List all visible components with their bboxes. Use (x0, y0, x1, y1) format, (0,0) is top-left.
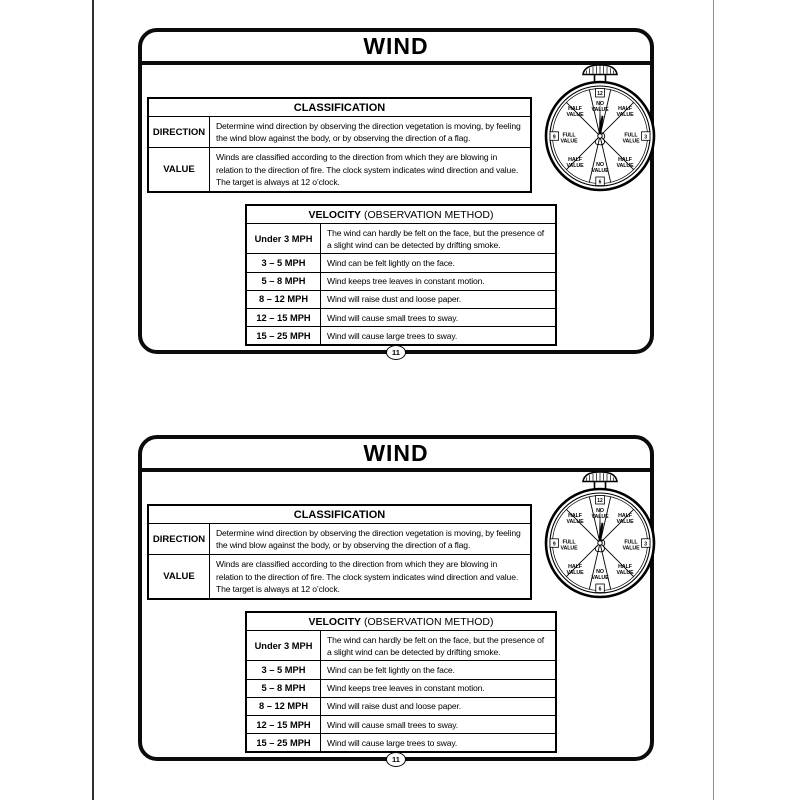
svg-text:VALUE: VALUE (622, 545, 640, 552)
velocity-range: 15 – 25 MPH (247, 327, 321, 344)
svg-text:HALF: HALF (618, 157, 632, 163)
velocity-description (321, 273, 555, 290)
velocity-description-text: The wind can hardly be felt on the face, but the presence of a slight wind can be detected by drifting smoke. (327, 227, 547, 250)
page-number-badge: 11 (386, 345, 406, 360)
direction-description (210, 117, 530, 147)
direction-description (210, 524, 530, 554)
svg-text:FULL: FULL (624, 539, 638, 546)
velocity-row (247, 697, 555, 715)
svg-text:VALUE: VALUE (591, 514, 609, 520)
value-label: VALUE (149, 555, 210, 598)
page-rule-right (713, 0, 714, 800)
velocity-description-text: Wind will raise dust and loose paper. (327, 294, 461, 305)
classification-row-value (149, 554, 530, 598)
velocity-description-text: Wind will cause small trees to sway. (327, 719, 459, 730)
clock-crown-icon (583, 472, 617, 490)
velocity-row (247, 733, 555, 751)
velocity-row (247, 326, 555, 344)
svg-text:VALUE: VALUE (566, 112, 584, 118)
velocity-header (247, 613, 555, 631)
velocity-description (321, 716, 555, 733)
classification-header: CLASSIFICATION (149, 99, 530, 117)
velocity-range: 12 – 15 MPH (247, 716, 321, 733)
velocity-row (247, 290, 555, 308)
svg-text:9: 9 (552, 134, 556, 141)
direction-label: DIRECTION (149, 117, 210, 147)
velocity-range: 8 – 12 MPH (247, 291, 321, 308)
velocity-description-text: Wind keeps tree leaves in constant motion. (327, 276, 485, 287)
clock-sector-full-value-right (622, 540, 640, 552)
velocity-row (247, 660, 555, 678)
svg-text:VALUE: VALUE (616, 112, 634, 118)
clock-sector-half-value-upper-left (566, 106, 584, 118)
clock-center-pin (598, 134, 602, 138)
svg-text:NO: NO (596, 101, 604, 107)
velocity-row (247, 679, 555, 697)
velocity-description (321, 254, 555, 271)
velocity-range: 8 – 12 MPH (247, 698, 321, 715)
velocity-description (321, 661, 555, 678)
velocity-description (321, 631, 555, 660)
svg-text:NO: NO (596, 162, 604, 168)
velocity-description (321, 734, 555, 751)
svg-text:VALUE: VALUE (566, 163, 584, 169)
velocity-header-method: (OBSERVATION METHOD) (361, 615, 494, 628)
clock-hour-12 (596, 89, 605, 98)
classification-row-direction (149, 117, 530, 147)
svg-text:VALUE: VALUE (591, 107, 609, 113)
clock-sector-half-value-upper-right (616, 106, 634, 118)
velocity-header-bold: VELOCITY (308, 208, 362, 221)
clock-crown-icon (583, 65, 617, 83)
svg-text:FULL: FULL (624, 132, 638, 139)
svg-text:3: 3 (644, 541, 648, 548)
clock-hour-6 (596, 177, 605, 186)
classification-table (147, 97, 532, 193)
velocity-description-text: The wind can hardly be felt on the face, but the presence of a slight wind can be detected by drifting smoke. (327, 634, 547, 657)
value-description (210, 555, 530, 598)
classification-header: CLASSIFICATION (149, 506, 530, 524)
velocity-range: 3 – 5 MPH (247, 254, 321, 271)
svg-text:VALUE: VALUE (591, 168, 609, 175)
svg-text:VALUE: VALUE (616, 519, 634, 525)
velocity-description-text: Wind can be felt lightly on the face. (327, 257, 455, 268)
svg-text:HALF: HALF (618, 106, 632, 112)
svg-text:VALUE: VALUE (560, 545, 578, 552)
velocity-range: 12 – 15 MPH (247, 309, 321, 326)
velocity-description (321, 309, 555, 326)
velocity-header (247, 206, 555, 224)
svg-text:HALF: HALF (568, 106, 582, 112)
wind-clock-diagram (540, 64, 660, 200)
velocity-description (321, 224, 555, 253)
page-rule-left (92, 0, 94, 800)
svg-text:HALF: HALF (568, 157, 582, 163)
clock-face (546, 82, 654, 190)
direction-label: DIRECTION (149, 524, 210, 554)
velocity-row (247, 224, 555, 253)
velocity-description (321, 698, 555, 715)
classification-row-direction (149, 524, 530, 554)
value-description-text: Winds are classified according to the direction from which they are blowing in relation to the direction of fire. The clock system indicates wind direction and value. The target is always at 12 o’clock. (216, 152, 532, 187)
svg-text:6: 6 (598, 586, 602, 593)
svg-text:FULL: FULL (562, 539, 576, 546)
value-label: VALUE (149, 148, 210, 191)
velocity-row (247, 308, 555, 326)
svg-text:NO: NO (596, 508, 604, 514)
wind-clock-diagram (540, 471, 660, 607)
svg-text:12: 12 (597, 498, 603, 504)
velocity-row (247, 715, 555, 733)
svg-text:9: 9 (552, 541, 556, 548)
classification-table (147, 504, 532, 600)
svg-text:VALUE: VALUE (616, 570, 634, 576)
clock-sector-half-value-lower-left (566, 564, 584, 576)
velocity-range: Under 3 MPH (247, 631, 321, 660)
wind-panel-bottom (138, 435, 654, 764)
clock-hour-9 (550, 132, 559, 141)
panel-title: WIND (142, 439, 650, 472)
svg-text:VALUE: VALUE (622, 138, 640, 145)
velocity-range: 5 – 8 MPH (247, 680, 321, 697)
velocity-description-text: Wind will raise dust and loose paper. (327, 701, 461, 712)
velocity-description-text: Wind keeps tree leaves in constant motion. (327, 683, 485, 694)
velocity-description (321, 327, 555, 344)
velocity-range: Under 3 MPH (247, 224, 321, 253)
clock-center-pin (598, 541, 602, 545)
svg-text:FULL: FULL (562, 132, 576, 139)
svg-text:VALUE: VALUE (616, 163, 634, 169)
clock-sector-full-value-right (622, 133, 640, 145)
velocity-description (321, 680, 555, 697)
svg-text:VALUE: VALUE (566, 570, 584, 576)
svg-text:12: 12 (597, 91, 603, 97)
svg-text:VALUE: VALUE (560, 138, 578, 145)
svg-text:HALF: HALF (568, 513, 582, 519)
velocity-description-text: Wind will cause large trees to sway. (327, 737, 458, 748)
velocity-range: 5 – 8 MPH (247, 273, 321, 290)
clock-hour-12 (596, 496, 605, 505)
clock-hour-6 (596, 584, 605, 593)
page-number-badge: 11 (386, 752, 406, 767)
velocity-row (247, 631, 555, 660)
direction-description-text: Determine wind direction by observing the direction vegetation is moving, by feeling the wind blow against the body, or by observing the direction of a flag. (216, 121, 523, 144)
velocity-description-text: Wind will cause small trees to sway. (327, 312, 459, 323)
velocity-header-bold: VELOCITY (308, 615, 362, 628)
svg-text:VALUE: VALUE (566, 519, 584, 525)
value-description (210, 148, 530, 191)
clock-sector-half-value-lower-right (616, 564, 634, 576)
velocity-table (245, 204, 557, 346)
wind-panel-top (138, 28, 654, 357)
classification-row-value (149, 147, 530, 191)
velocity-row (247, 253, 555, 271)
clock-hour-3 (642, 132, 651, 141)
velocity-header-method: (OBSERVATION METHOD) (361, 208, 494, 221)
clock-sector-half-value-upper-left (566, 513, 584, 525)
svg-text:6: 6 (598, 179, 602, 186)
svg-text:HALF: HALF (618, 564, 632, 570)
clock-sector-full-value-left (560, 133, 578, 145)
clock-sector-half-value-lower-right (616, 157, 634, 169)
velocity-description (321, 291, 555, 308)
velocity-range: 3 – 5 MPH (247, 661, 321, 678)
svg-text:3: 3 (644, 134, 648, 141)
svg-text:HALF: HALF (618, 513, 632, 519)
direction-description-text: Determine wind direction by observing the direction vegetation is moving, by feeling the wind blow against the body, or by observing the direction of a flag. (216, 528, 523, 551)
clock-face (546, 489, 654, 597)
svg-text:HALF: HALF (568, 564, 582, 570)
svg-text:NO: NO (596, 569, 604, 575)
velocity-description-text: Wind can be felt lightly on the face. (327, 664, 455, 675)
clock-sector-half-value-upper-right (616, 513, 634, 525)
clock-sector-half-value-lower-left (566, 157, 584, 169)
value-description-text: Winds are classified according to the direction from which they are blowing in relation to the direction of fire. The clock system indicates wind direction and value. The target is always at 12 o’clock. (216, 559, 532, 594)
velocity-description-text: Wind will cause large trees to sway. (327, 330, 458, 341)
velocity-table (245, 611, 557, 753)
clock-hour-3 (642, 539, 651, 548)
svg-text:VALUE: VALUE (591, 575, 609, 582)
velocity-range: 15 – 25 MPH (247, 734, 321, 751)
clock-sector-full-value-left (560, 540, 578, 552)
velocity-row (247, 272, 555, 290)
clock-hour-9 (550, 539, 559, 548)
panel-title: WIND (142, 32, 650, 65)
